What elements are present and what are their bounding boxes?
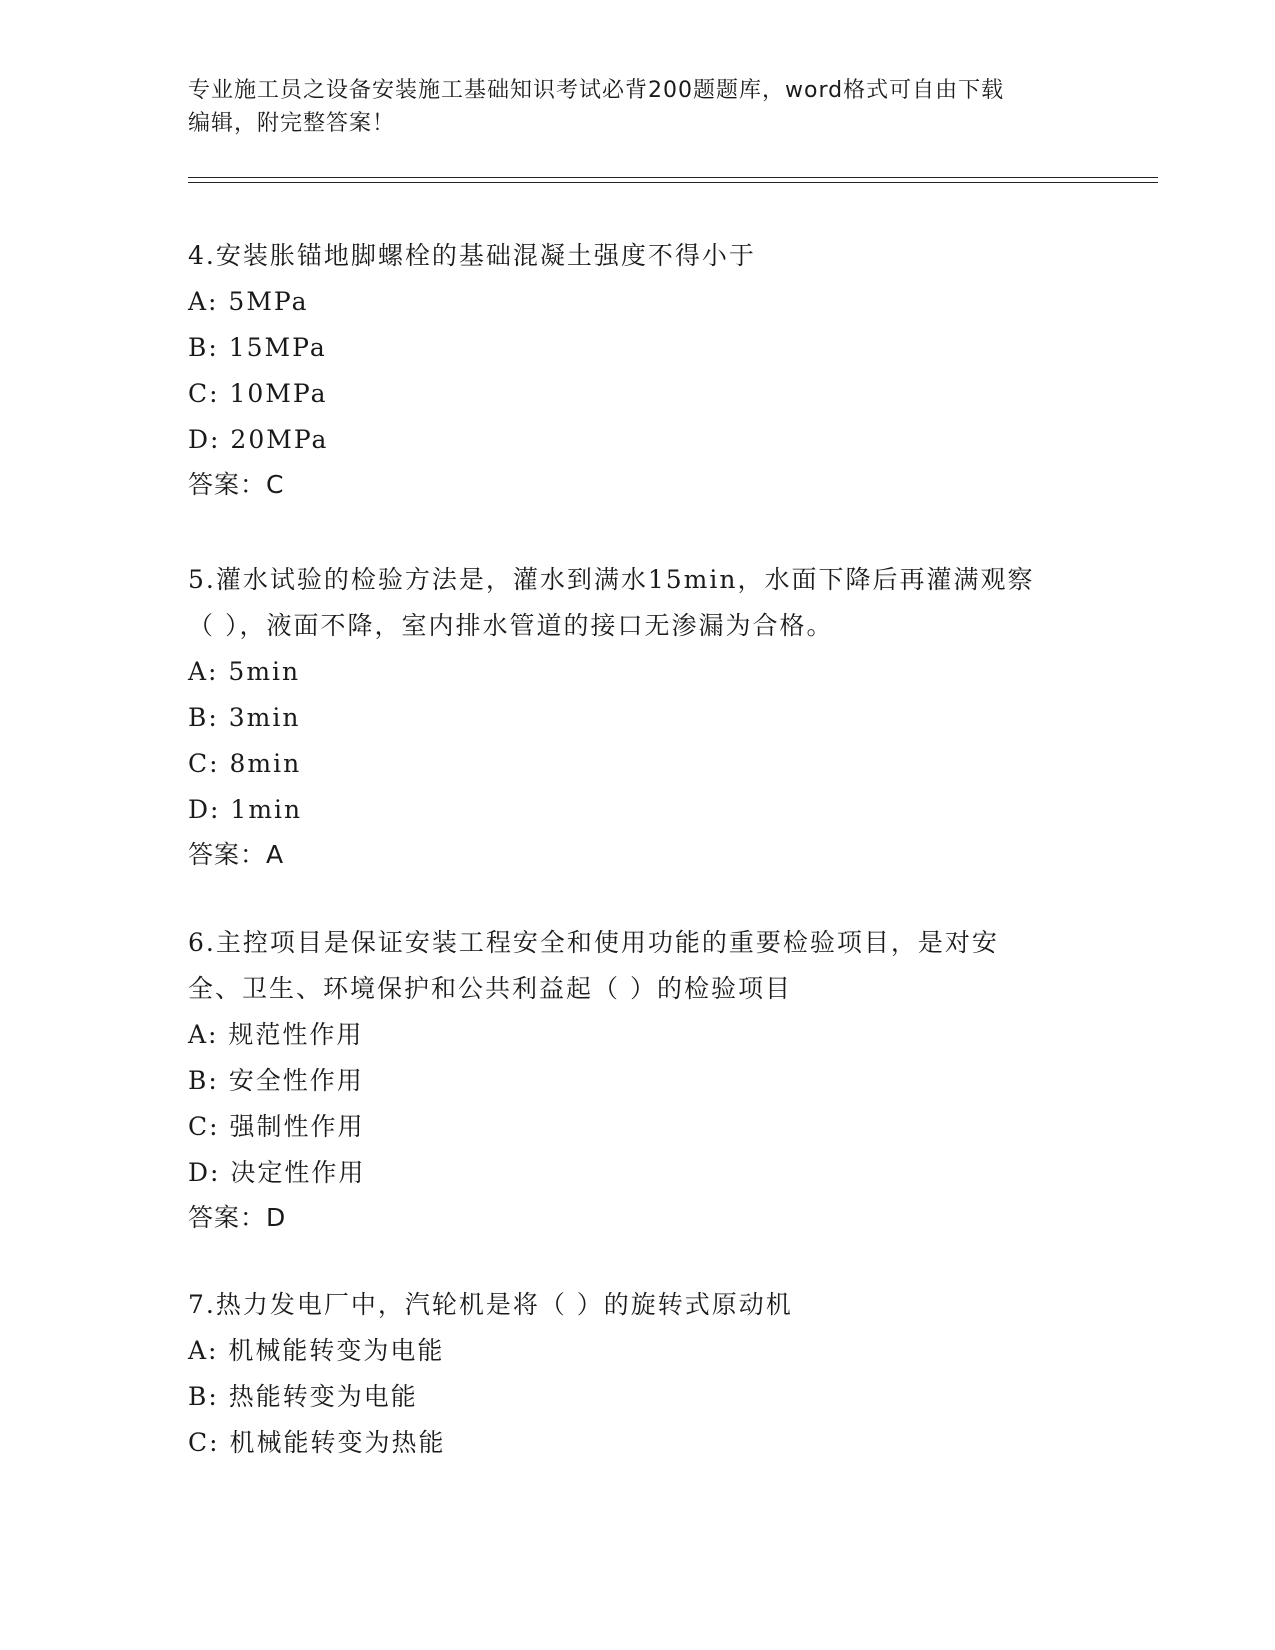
header-line-1: 专业施工员之设备安装施工基础知识考试必背200题题库，word格式可自由下载 xyxy=(188,78,1005,103)
header-divider-top xyxy=(188,177,1158,178)
answer: 答案：C xyxy=(188,470,285,499)
option-b: B: 安全性作用 xyxy=(188,1066,364,1095)
question-stem: 4.安装胀锚地脚螺栓的基础混凝土强度不得小于 xyxy=(188,241,756,270)
question-5 xyxy=(188,557,1088,877)
question-stem-line-1: 5.灌水试验的检验方法是，灌水到满水15min，水面下降后再灌满观察 xyxy=(188,565,1035,594)
question-6 xyxy=(188,920,1088,1240)
question-stem: 7.热力发电厂中，汽轮机是将（ ）的旋转式原动机 xyxy=(188,1290,793,1319)
option-c: C: 强制性作用 xyxy=(188,1112,365,1141)
option-a: A: 机械能转变为电能 xyxy=(188,1336,445,1365)
document-header xyxy=(188,74,1088,140)
question-4 xyxy=(188,233,1088,507)
question-stem-line-2: 全、卫生、环境保护和公共利益起（ ）的检验项目 xyxy=(188,974,792,1003)
answer: 答案：D xyxy=(188,1203,287,1232)
option-b: B: 15MPa xyxy=(188,333,327,362)
answer: 答案：A xyxy=(188,840,285,869)
question-stem-line-2: （ ），液面不降，室内排水管道的接口无渗漏为合格。 xyxy=(188,611,834,640)
option-c: C: 10MPa xyxy=(188,379,328,408)
option-a: A: 5min xyxy=(188,657,301,686)
option-b: B: 3min xyxy=(188,703,301,732)
option-c: C: 8min xyxy=(188,749,302,778)
option-d: D: 1min xyxy=(188,795,303,824)
option-d: D: 20MPa xyxy=(188,425,329,454)
option-a: A: 规范性作用 xyxy=(188,1020,364,1049)
header-line-2: 编辑，附完整答案！ xyxy=(188,111,396,136)
header-divider-bottom xyxy=(188,182,1158,183)
option-c: C: 机械能转变为热能 xyxy=(188,1428,446,1457)
option-b: B: 热能转变为电能 xyxy=(188,1382,418,1411)
option-d: D: 决定性作用 xyxy=(188,1158,366,1187)
option-a: A: 5MPa xyxy=(188,287,309,316)
question-7 xyxy=(188,1282,1088,1466)
question-stem-line-1: 6.主控项目是保证安装工程安全和使用功能的重要检验项目，是对安 xyxy=(188,928,999,957)
